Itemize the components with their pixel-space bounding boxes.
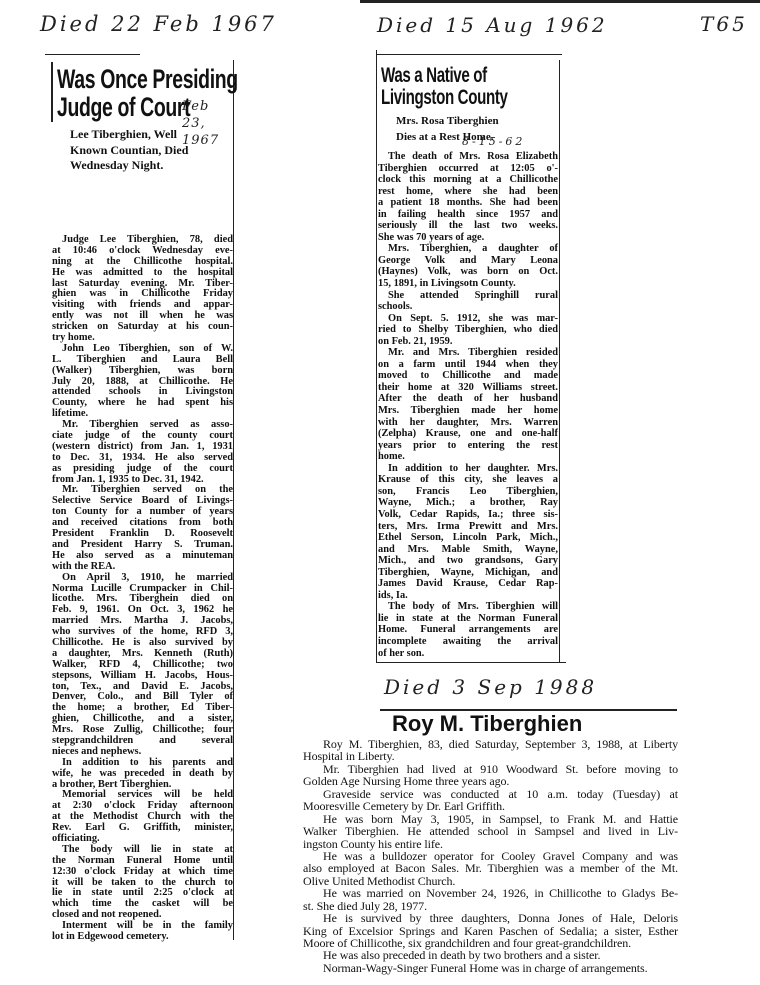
article-text-line: Mrs. Tiberghien, a daughter of — [388, 243, 558, 255]
mid-right-rule — [559, 60, 560, 662]
article-text-line: incomplete awaiting the arrival — [378, 635, 558, 647]
article-text-line: Hospital in Liberty. — [303, 749, 395, 764]
article-text-line: Mrs. Rose Zullig, Chillicothe; four — [52, 724, 233, 736]
left-headline-line-2: Judge of Court — [57, 92, 191, 122]
article-text-line: home. — [378, 451, 405, 463]
mid-subhead-line: Dies at a Rest Home. — [396, 130, 494, 143]
article-text-line: Golden Age Nursing Home three years ago. — [303, 774, 510, 789]
article-text-line: Rev. Earl G. Griffith, minister, — [52, 822, 233, 834]
article-text-line: Mooresville Cemetery by Dr. Earl Griffith. — [303, 799, 505, 814]
article-text-line: and received citations from both — [52, 517, 233, 529]
article-text-line: Krause of this city, she leaves a — [378, 474, 558, 486]
article-text-line: Mrs. Tiberghien made her home — [378, 405, 558, 417]
mid-subhead — [396, 114, 499, 145]
article-text-line: Moore of Chillicothe, six grandchildren and four great-grandchildren. — [303, 936, 631, 950]
article-text-line: lot in Edgewood cemetery. — [52, 931, 169, 942]
article-text-line: closed and not reopened. — [52, 909, 162, 921]
handwritten-date-left: Died 22 Feb 1967 — [40, 12, 277, 36]
article-text-line: last Saturday evening. Mr. Tiber- — [52, 277, 233, 289]
article-text-line: who survives of the home, RFD 3, — [52, 626, 233, 638]
article-text-line: to Dec. 31, 1934. He also served — [52, 451, 233, 463]
article-text-line: which time the casket will be — [52, 898, 233, 910]
article-text-line: also employed at Bacon Sales. Mr. Tiberghien was a member of the Mt. — [303, 861, 678, 876]
handwritten-date-left-headline: Feb 23, 1967 — [182, 99, 220, 148]
article-text-line: the Norman Funeral Home until — [52, 854, 233, 866]
article-text-line: Mr. Tiberghien had lived at 910 Woodward St. before moving to — [323, 761, 678, 776]
article-text-line: son, Francis Leo Tiberghien, — [378, 485, 558, 497]
article-text-line: 15, 1891, in Livingsotn County. — [378, 278, 516, 290]
article-text-line: and President Harry S. Truman. — [52, 538, 233, 550]
article-text-line: County, where he had spent his — [52, 397, 233, 409]
mid-headline-line-2: Livingston County — [381, 86, 508, 109]
article-text-line: He was a bulldozer operator for Cooley Gravel Company and was — [323, 848, 678, 863]
article-text-line: a brother, Bert Tiberghien. — [52, 778, 172, 790]
article-text-line: clock this morning at a Chillicothe — [378, 174, 558, 186]
article-text-line: She was 70 years of age. — [378, 231, 485, 243]
article-text-line: on a farm until 1944 when they — [378, 358, 558, 370]
article-text-line: married Mrs. Martha J. Jacobs, — [52, 615, 233, 627]
article-text-line: ciate judge of the county court — [52, 430, 233, 442]
article-text-line: stepgrandchildren and several — [52, 734, 233, 746]
handwritten-date-mid-subhead: 8-15-62 — [462, 135, 526, 148]
left-headline-bracket — [51, 62, 53, 122]
article-text-line: Tiberghien, Wayne, Michigan, and — [378, 566, 558, 578]
article-text-line: Mr. and Mrs. Tiberghien resided — [388, 347, 558, 359]
handwritten-date-mid: Died 15 Aug 1962 — [377, 13, 608, 37]
article-text-line: nieces and nephews. — [52, 745, 142, 757]
article-text-line: lie in state until 2:25 o'clock at — [52, 887, 233, 899]
article-text-line: In addition to his parents and — [62, 756, 233, 768]
left-subhead-line: Known Countian, Died — [70, 142, 189, 157]
article-text-line: Selective Service Board of Livings- — [52, 495, 233, 507]
article-text-line: as presiding judge of the court — [52, 462, 233, 474]
article-text-line: Wayne, Mich.; a brother, Ray — [378, 497, 558, 509]
article-text-line: ning at the Chillicothe hospital. — [52, 255, 233, 267]
article-text-line: licothe. Mrs. Tiberghein died on — [52, 593, 233, 605]
article-text-line: ids, Ia. — [378, 589, 408, 601]
left-headline-line-1: Was Once Presiding — [57, 64, 238, 94]
article-text-line: Norman-Wagy-Singer Funeral Home was in charge of arrangements. — [323, 960, 648, 975]
article-text-line: The body of Mrs. Tiberghien will — [388, 601, 558, 613]
roy-article-body — [303, 738, 678, 974]
left-subhead-line: Lee Tiberghien, Well — [70, 127, 178, 141]
article-text-line: ried to Shelby Tiberghien, who died — [378, 324, 558, 336]
article-text-line: Graveside service was conducted at 10 a.m. today (Tuesday) at — [323, 786, 678, 801]
article-text-line: Memorial services will be held — [62, 789, 233, 801]
article-text-line: from Jan. 1, 1935 to Dec. 31, 1942. — [52, 473, 204, 485]
article-text-line: in failing health since 1957 and — [378, 208, 558, 220]
mid-left-rule — [376, 50, 377, 662]
article-text-line: He also served as a minuteman — [52, 549, 233, 561]
article-text-line: James David Krause, Cedar Rap- — [378, 578, 558, 590]
scan-edge-line — [360, 0, 760, 3]
article-text-line: (Walker) Tiberghien, was born — [52, 364, 233, 376]
article-text-line: Chillicothe. He is also survived by — [52, 636, 233, 648]
article-text-line: He was married on November 24, 1926, in Chillicothe to Gladys Be- — [323, 886, 678, 901]
article-text-line: Mich., and two grandsons, Gary — [378, 555, 558, 567]
left-subhead — [70, 127, 188, 174]
article-text-line: He was admitted to the hospital — [52, 266, 233, 278]
article-text-line: He was also preceded in death by two brothers and a sister. — [323, 948, 601, 963]
article-text-line: Roy M. Tiberghien, 83, died Saturday, September 3, 1988, at Liberty — [323, 737, 678, 751]
article-text-line: stricken on Saturday at his coun- — [52, 321, 233, 333]
article-text-line: ghien was in Chillicothe Friday — [52, 288, 233, 300]
mid-bottom-rule — [376, 662, 566, 663]
article-text-line: stepsons, William H. Jacobs, Hous- — [52, 669, 233, 681]
article-text-line: the home; a brother, Ed Tiber- — [52, 702, 233, 714]
article-text-line: Denver, Colo., and Bill Tyler of — [52, 691, 233, 703]
mid-article-body — [378, 151, 558, 659]
article-text-line: Home. Funeral arrangements are — [378, 624, 558, 636]
article-text-line: and Mrs. Mable Smith, Wayne, — [378, 543, 558, 555]
article-text-line: lie in state at the Norman Funeral — [378, 612, 558, 624]
article-text-line: She attended Springhill rural — [388, 289, 558, 301]
article-text-line: John Leo Tiberghien, son of W. — [62, 342, 233, 354]
article-text-line: Olive United Methodist Church. — [303, 873, 456, 888]
article-text-line: Judge Lee Tiberghien, 78, died — [62, 234, 233, 245]
article-text-line: On April 3, 1910, he married — [62, 571, 233, 583]
article-text-line: ters, Mrs. Irma Prewitt and Mrs. — [378, 520, 558, 532]
mid-subhead-line: Mrs. Rosa Tiberghien — [396, 115, 499, 127]
article-text-line: at 2:30 o'clock Friday afternoon — [52, 800, 233, 812]
mid-top-rule — [376, 54, 562, 55]
article-text-line: on Feb. 21, 1959. — [378, 335, 453, 347]
article-text-line: their home at 320 Williams street. — [378, 381, 558, 393]
article-text-line: ton, Tex., and David E. Jacobs, — [52, 680, 233, 692]
article-text-line: The death of Mrs. Rosa Elizabeth — [388, 151, 558, 162]
article-text-line: Mr. Tiberghien served on the — [62, 484, 233, 496]
article-text-line: years prior to entering the rest — [378, 439, 558, 451]
article-text-line: visiting with friends and appar- — [52, 299, 233, 311]
article-text-line: President Franklin D. Roosevelt — [52, 528, 233, 540]
article-text-line: (Haynes) Volk, was born on Oct. — [378, 266, 558, 278]
left-subhead-line: Wednesday Night. — [70, 158, 164, 172]
article-text-line: try home. — [52, 332, 95, 344]
article-text-line: Mr. Tiberghien served as asso- — [62, 419, 233, 431]
article-text-line: lifetime. — [52, 408, 89, 420]
article-text-line: seriously ill the last two weeks. — [378, 220, 558, 232]
article-text-line: with her daughter, Mrs. Warren — [378, 416, 558, 428]
article-text-line: Interment will be in the family — [62, 920, 233, 932]
article-text-line: officiating. — [52, 832, 100, 844]
article-text-line: schools. — [378, 301, 413, 313]
roy-headline: Roy M. Tiberghien — [392, 711, 583, 736]
article-text-line: moved to Chillicothe and made — [378, 370, 558, 382]
article-text-line: attended schools in Livingston — [52, 386, 233, 398]
left-top-rule — [45, 54, 140, 55]
article-text-line: July 20, 1888, at Chillicothe. He — [52, 375, 233, 387]
article-text-line: wife, he was preceded in death by — [52, 767, 233, 779]
article-text-line: Walker Tiberghien. He attended school in Sampsel and lived in Liv- — [303, 824, 678, 839]
article-text-line: ently was not ill when he was — [52, 310, 233, 322]
article-text-line: ingston County his entire life. — [303, 836, 443, 851]
article-text-line: Walker, RFD 4, Chillicothe; two — [52, 658, 233, 670]
article-text-line: at the Methodist Church with the — [52, 811, 233, 823]
article-text-line: George Volk and Mary Leona — [378, 254, 558, 266]
article-text-line: He was born May 3, 1905, in Sampsel, to Frank M. and Hattie — [323, 811, 678, 826]
article-text-line: On Sept. 5. 1912, she was mar- — [388, 312, 558, 324]
left-article-body — [52, 235, 233, 943]
article-text-line: He is survived by three daughters, Donna Jones of Hale, Deloris — [323, 911, 678, 926]
article-text-line: Ethel Serson, Lincoln Park, Mich., — [378, 532, 558, 544]
article-text-line: King of Excelsior Springs and Karen Paschen of Sedalia; a sister, Esther — [303, 923, 678, 938]
article-text-line: Tiberghien occurred at 12:05 o'- — [378, 162, 558, 174]
article-text-line: st. She died July 28, 1977. — [303, 898, 427, 913]
article-text-line: a daughter, Mrs. Kenneth (Ruth) — [52, 647, 233, 659]
article-text-line: it will be taken to the church to — [52, 876, 233, 888]
article-text-line: Feb. 9, 1961. On Oct. 3, 1962 he — [52, 604, 233, 616]
article-text-line: at 10:46 o'clock Wednesday eve- — [52, 244, 233, 256]
article-text-line: After the death of her husband — [378, 393, 558, 405]
article-text-line: The body will lie in state at — [62, 843, 233, 855]
article-text-line: Volk, Cedar Rapids, Ia.; three sis- — [378, 508, 558, 520]
article-text-line: L. Tiberghien and Laura Bell — [52, 353, 233, 365]
article-text-line: ghien, Chillicothe, and a sister, — [52, 713, 233, 725]
article-text-line: rest home, where she had been — [378, 185, 558, 197]
article-text-line: (Zelpha) Krause, one and one-half — [378, 428, 558, 440]
article-text-line: (western district) from Jan. 1, 1931 — [52, 440, 233, 452]
mid-headline-line-1: Was a Native of — [381, 64, 487, 87]
article-text-line: with the REA. — [52, 560, 116, 572]
article-text-line: In addition to her daughter. Mrs. — [388, 462, 558, 474]
article-text-line: 12:30 o'clock Friday at which time — [52, 865, 233, 877]
article-text-line: ton County for a number of years — [52, 506, 233, 518]
article-text-line: of her son. — [378, 647, 425, 659]
handwritten-date-roy: Died 3 Sep 1988 — [384, 675, 598, 699]
handwritten-file-code: T65 — [700, 12, 748, 36]
left-column-rule — [233, 60, 234, 940]
article-text-line: Norma Lucille Crumpacker in Chil- — [52, 582, 233, 594]
article-text-line: a patient 18 months. She had been — [378, 197, 558, 209]
